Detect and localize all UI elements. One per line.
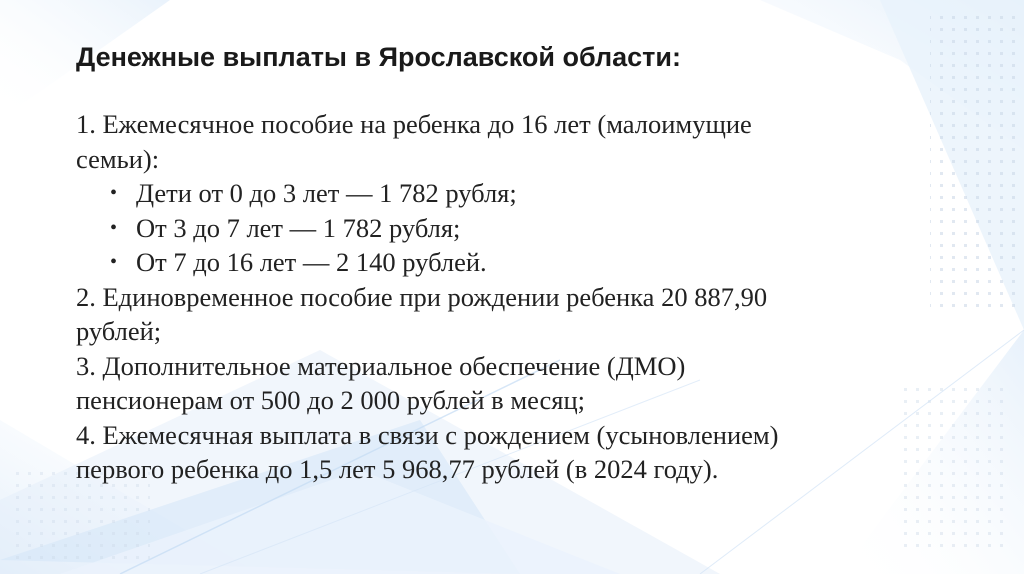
- item-3-line-2: пенсионерам от 500 до 2 000 рублей в месяц;: [76, 385, 585, 415]
- bullet-dot-icon: •: [110, 251, 118, 273]
- bullet-dot-icon: •: [110, 216, 118, 239]
- bullet-item: [106, 245, 976, 280]
- item-4-line-1: 4. Ежемесячная выплата в связи с рождением (усыновлением): [76, 419, 779, 450]
- bullet-text: От 7 до 16 лет — 2 140 рублей.: [136, 247, 487, 277]
- bullet-item: [106, 211, 976, 246]
- slide-content: [76, 40, 976, 487]
- bullet-text: От 3 до 7 лет — 1 782 рубля;: [136, 212, 461, 243]
- bullet-item: [106, 176, 976, 211]
- item-1-line-2: семьи):: [76, 143, 160, 174]
- slide-body: [76, 107, 976, 487]
- item-4-line-2: первого ребенка до 1,5 лет 5 968,77 рублей (в 2024 году).: [76, 454, 719, 484]
- item-2-line-1: 2. Единовременное пособие при рождении ребенка 20 887,90: [76, 281, 768, 312]
- item-3-line-1: 3. Дополнительное материальное обеспечение (ДМО): [76, 350, 686, 381]
- age-bullet-list: [76, 176, 976, 280]
- slide-title: Денежные выплаты в Ярославской области:: [76, 42, 681, 72]
- item-2-line-2: рублей;: [76, 316, 162, 346]
- bullet-text: Дети от 0 до 3 лет — 1 782 рубля;: [136, 178, 517, 208]
- item-1-line-1: 1. Ежемесячное пособие на ребенка до 16 лет (малоимущие: [76, 109, 752, 139]
- bullet-dot-icon: •: [110, 182, 118, 204]
